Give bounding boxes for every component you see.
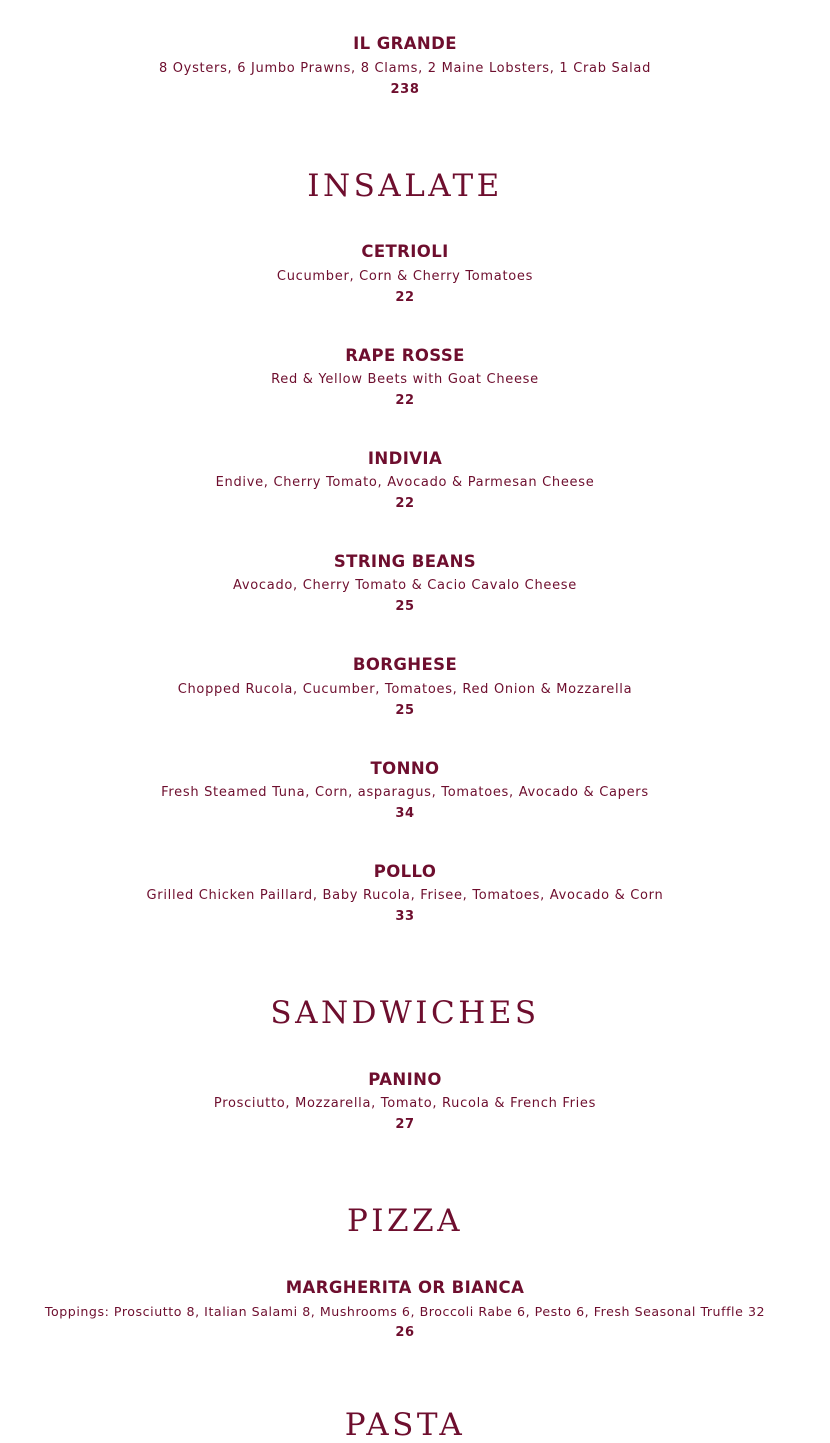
menu-item-name-borghese: BORGHESE <box>352 655 458 674</box>
menu-item-description-cetrioli: Cucumber, Corn & Cherry Tomatoes <box>276 269 534 284</box>
menu-item-price-margherita: 26 <box>395 1325 415 1340</box>
menu-item-price-il-grande: 238 <box>390 82 420 97</box>
section-title-insalate: INSALATE <box>307 168 503 204</box>
menu-item-name-pollo: POLLO <box>373 862 437 881</box>
menu-item-name-tonno: TONNO <box>370 759 440 778</box>
menu-item-description-il-grande: 8 Oysters, 6 Jumbo Prawns, 8 Clams, 2 Maine Lobsters, 1 Crab Salad <box>158 61 652 76</box>
menu-item-name-rape-rosse: RAPE ROSSE <box>345 346 465 365</box>
menu-item-name-panino: PANINO <box>368 1070 442 1089</box>
menu-item-name-margherita: MARGHERITA OR BIANCA <box>285 1278 525 1297</box>
menu-item-price-tonno: 34 <box>395 806 415 821</box>
section-title-sandwiches: SANDWICHES <box>270 995 540 1031</box>
menu-item-description-tonno: Fresh Steamed Tuna, Corn, asparagus, Tomatoes, Avocado & Capers <box>161 785 649 800</box>
menu-item-name-string-beans: STRING BEANS <box>333 552 477 571</box>
menu-item-description-rape-rosse: Red & Yellow Beets with Goat Cheese <box>271 372 539 387</box>
menu-item-price-cetrioli: 22 <box>395 290 415 305</box>
menu-item-name-cetrioli: CETRIOLI <box>361 242 449 261</box>
menu-item-description-panino: Prosciutto, Mozzarella, Tomato, Rucola & French Fries <box>213 1096 597 1111</box>
menu-item-description-pollo: Grilled Chicken Paillard, Baby Rucola, Frisee, Tomatoes, Avocado & Corn <box>146 888 664 903</box>
menu-item-description-indivia: Endive, Cherry Tomato, Avocado & Parmesan Cheese <box>215 475 595 490</box>
menu-item-price-pollo: 33 <box>395 909 415 924</box>
menu-item-name-il-grande: IL GRANDE <box>353 34 457 53</box>
menu-item-price-borghese: 25 <box>395 703 415 718</box>
menu-item-price-indivia: 22 <box>395 496 415 511</box>
menu-item-description-margherita: Toppings: Prosciutto 8, Italian Salami 8, Mushrooms 6, Broccoli Rabe 6, Pesto 6, Fresh Seasonal Truffle 32 <box>44 1304 766 1319</box>
menu-item-description-borghese: Chopped Rucola, Cucumber, Tomatoes, Red Onion & Mozzarella <box>177 682 633 697</box>
section-title-pasta: PASTA <box>344 1407 466 1443</box>
menu-item-price-panino: 27 <box>395 1117 415 1132</box>
menu-item-price-rape-rosse: 22 <box>395 393 415 408</box>
menu-item-name-indivia: INDIVIA <box>367 449 443 468</box>
menu-item-price-string-beans: 25 <box>395 599 415 614</box>
section-title-pizza: PIZZA <box>346 1203 464 1239</box>
menu-item-description-string-beans: Avocado, Cherry Tomato & Cacio Cavalo Cheese <box>233 578 577 593</box>
